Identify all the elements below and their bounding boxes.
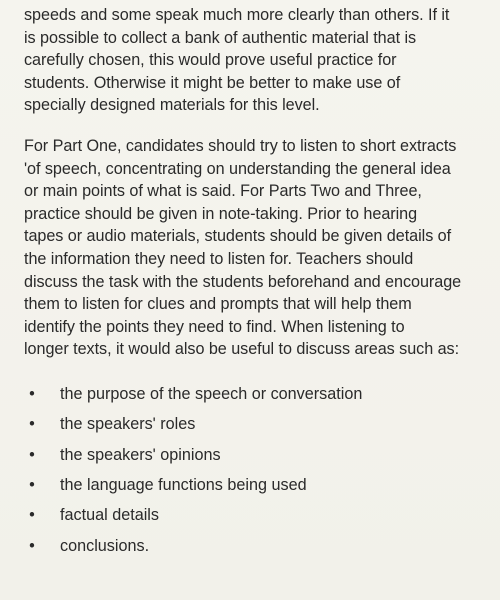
paragraph-1 [24,4,484,117]
paragraph-line: students. Otherwise it might be better to make use of [24,73,401,92]
paragraph-line: specially designed materials for this level. [24,96,320,115]
paragraph-line: them to listen for clues and prompts that will help them [24,295,412,314]
bullet-list [24,379,484,561]
paragraph-line: discuss the task with the students beforehand and encourage [24,272,462,291]
bullet-icon: • [29,445,35,464]
bullet-text: conclusions. [60,536,150,555]
bullet-text: the purpose of the speech or conversation [60,384,363,403]
paragraph-line: speeds and some speak much more clearly than others. If it [24,6,450,24]
bullet-item [24,531,484,561]
bullet-text: factual details [60,506,159,525]
paragraph-line: For Part One, candidates should try to listen to short extracts [24,136,457,155]
bullet-text: the speakers' roles [60,415,196,434]
bullet-icon: • [29,415,35,434]
bullet-item [24,440,484,470]
bullet-text: the speakers' opinions [60,445,221,464]
paragraph-line: identify the points they need to find. When listening to [24,317,405,336]
paragraph-line: tapes or audio materials, students should be given details of [24,227,452,246]
bullet-icon: • [29,476,35,495]
paragraph-line: practice should be given in note-taking. Prior to hearing [24,204,418,223]
paragraph-2 [24,135,484,361]
paragraph-line: the information they need to listen for. Teachers should [24,249,414,268]
bullet-icon: • [29,506,35,525]
bullet-icon: • [29,384,35,403]
paragraph-line: longer texts, it would also be useful to discuss areas such as: [24,340,460,359]
bullet-icon: • [29,536,35,555]
bullet-item [24,470,484,500]
paragraph-line: carefully chosen, this would prove useful practice for [24,51,397,70]
bullet-item [24,409,484,439]
bullet-item [24,379,484,409]
paragraph-line: is possible to collect a bank of authentic material that is [24,28,417,47]
bullet-item [24,500,484,530]
bullet-text: the language functions being used [60,476,307,495]
paragraph-line: 'of speech, concentrating on understanding the general idea [24,159,451,178]
paragraph-line: or main points of what is said. For Parts Two and Three, [24,182,422,201]
